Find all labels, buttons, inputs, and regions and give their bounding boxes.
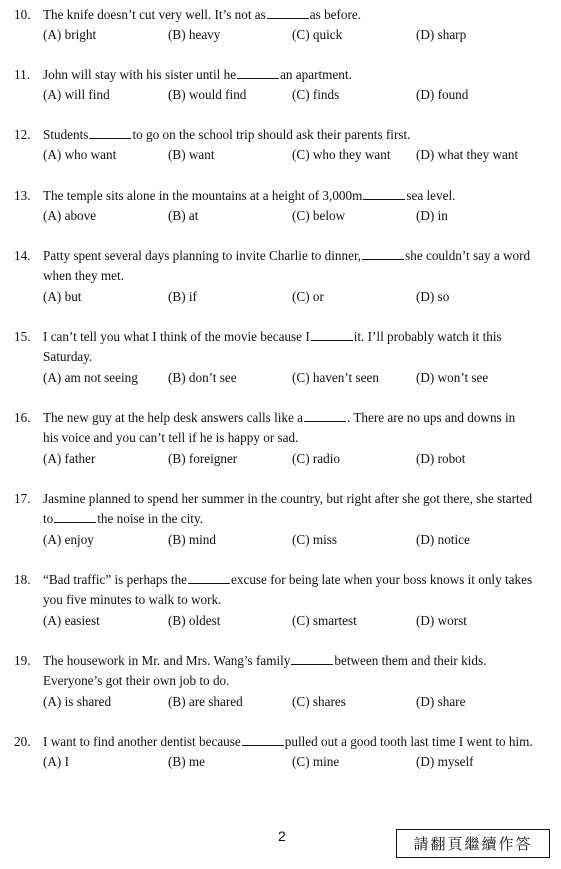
- option-b: (B) heavy: [168, 27, 221, 43]
- question-stem: I want to find another dentist because pulled out a good tooth last time I went to him.: [43, 734, 533, 749]
- option-c: (C) smartest: [292, 612, 357, 628]
- option-c: (C) mine: [292, 754, 340, 770]
- option-c: (C) or: [292, 288, 324, 304]
- turn-page-notice: 請翻頁繼續作答: [396, 829, 550, 858]
- option-a: (A) but: [43, 288, 82, 304]
- option-d: (D) myself: [416, 754, 474, 770]
- option-b: (B) are shared: [168, 693, 243, 709]
- answer-blank: [267, 6, 309, 19]
- question-stem: Jasmine planned to spend her summer in the country, but right after she got there, she started: [43, 491, 533, 506]
- answer-blank: [188, 571, 230, 584]
- option-b: (B) would find: [168, 87, 247, 103]
- option-a: (A) easiest: [43, 612, 100, 628]
- question-stem: Students to go on the school trip should ask their parents first.: [43, 127, 411, 142]
- answer-blank: [54, 510, 96, 523]
- question-number: 13.: [14, 188, 31, 203]
- option-a: (A) bright: [43, 27, 97, 43]
- question-stem: “Bad traffic” is perhaps the excuse for being late when your boss knows it only takes: [43, 572, 533, 587]
- option-d: (D) robot: [416, 450, 466, 466]
- option-a: (A) enjoy: [43, 531, 94, 547]
- option-d: (D) so: [416, 288, 450, 304]
- question-stem: The new guy at the help desk answers calls like a . There are no ups and downs in: [43, 410, 516, 425]
- option-c: (C) miss: [292, 531, 338, 547]
- question-stem: I can’t tell you what I think of the movie because I it. I’ll probably watch it this: [43, 329, 502, 344]
- question-stem: John will stay with his sister until he an apartment.: [43, 67, 352, 82]
- question-number: 12.: [14, 127, 31, 142]
- option-d: (D) what they want: [416, 147, 519, 163]
- option-c: (C) who they want: [292, 147, 391, 163]
- question-stem-continued: Everyone’s got their own job to do.: [43, 673, 230, 689]
- question-number: 17.: [14, 491, 31, 506]
- question-number: 15.: [14, 329, 31, 344]
- option-d: (D) found: [416, 87, 469, 103]
- option-b: (B) at: [168, 208, 199, 224]
- question-number: 16.: [14, 410, 31, 425]
- option-c: (C) quick: [292, 27, 343, 43]
- question-stem: Patty spent several days planning to invite Charlie to dinner, she couldn’t say a word: [43, 248, 531, 263]
- option-a: (A) I: [43, 754, 69, 770]
- question-number: 20.: [14, 734, 31, 749]
- question-number: 14.: [14, 248, 31, 263]
- question-number: 19.: [14, 653, 31, 668]
- option-c: (C) radio: [292, 450, 340, 466]
- question-stem-continued: to the noise in the city.: [43, 511, 203, 527]
- option-c: (C) shares: [292, 693, 346, 709]
- question-stem-continued: Saturday.: [43, 349, 93, 365]
- option-a: (A) above: [43, 208, 97, 224]
- option-c: (C) haven’t seen: [292, 369, 379, 385]
- option-b: (B) mind: [168, 531, 216, 547]
- question-number: 18.: [14, 572, 31, 587]
- option-c: (C) finds: [292, 87, 340, 103]
- answer-blank: [242, 733, 284, 746]
- option-b: (B) oldest: [168, 612, 221, 628]
- question-stem: The knife doesn’t cut very well. It’s not as as before.: [43, 7, 362, 22]
- option-d: (D) share: [416, 693, 466, 709]
- question-stem-continued: his voice and you can’t tell if he is happy or sad.: [43, 430, 299, 446]
- answer-blank: [237, 66, 279, 79]
- answer-blank: [304, 409, 346, 422]
- option-a: (A) am not seeing: [43, 369, 138, 385]
- question-number: 11.: [14, 67, 30, 82]
- question-stem-continued: you five minutes to walk to work.: [43, 592, 222, 608]
- page-number: 2: [278, 828, 286, 844]
- answer-blank: [311, 328, 353, 341]
- option-a: (A) is shared: [43, 693, 112, 709]
- option-d: (D) in: [416, 208, 448, 224]
- option-a: (A) will find: [43, 87, 110, 103]
- option-c: (C) below: [292, 208, 346, 224]
- option-b: (B) me: [168, 754, 205, 770]
- option-d: (D) won’t see: [416, 369, 489, 385]
- answer-blank: [363, 187, 405, 200]
- question-stem: The temple sits alone in the mountains at a height of 3,000m sea level.: [43, 188, 456, 203]
- question-stem: The housework in Mr. and Mrs. Wang’s family between them and their kids.: [43, 653, 487, 668]
- option-b: (B) want: [168, 147, 215, 163]
- option-d: (D) worst: [416, 612, 467, 628]
- option-d: (D) notice: [416, 531, 470, 547]
- option-a: (A) father: [43, 450, 96, 466]
- option-b: (B) if: [168, 288, 197, 304]
- option-a: (A) who want: [43, 147, 117, 163]
- question-stem-continued: when they met.: [43, 268, 124, 284]
- option-b: (B) foreigner: [168, 450, 238, 466]
- answer-blank: [291, 652, 333, 665]
- option-d: (D) sharp: [416, 27, 467, 43]
- option-b: (B) don’t see: [168, 369, 237, 385]
- answer-blank: [89, 126, 131, 139]
- answer-blank: [362, 247, 404, 260]
- question-number: 10.: [14, 7, 31, 22]
